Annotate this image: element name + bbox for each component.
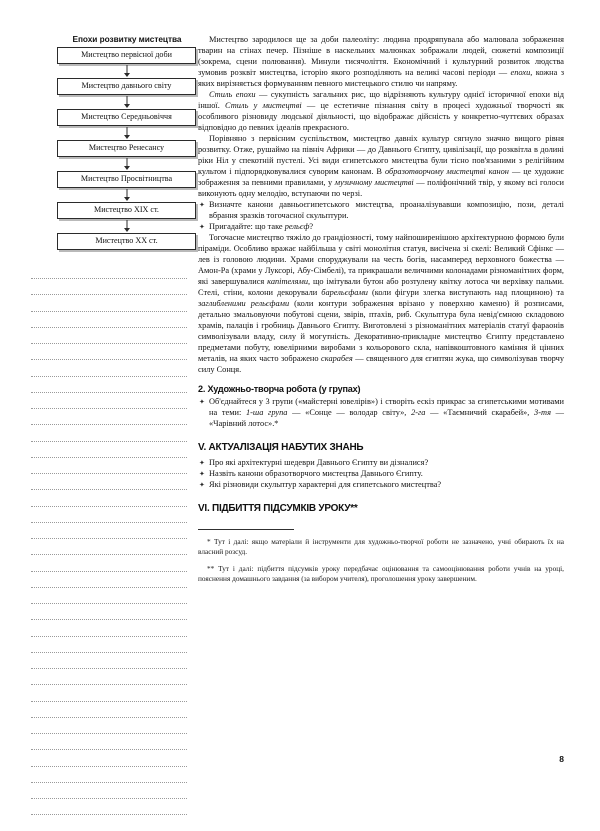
note-line (31, 782, 187, 784)
flowchart-title: Епохи розвитку мистецтва (72, 34, 182, 44)
note-line (31, 424, 187, 426)
note-line (31, 489, 187, 491)
note-line (31, 668, 187, 670)
bullet-marker-icon: ✦ (199, 458, 205, 467)
question-item (198, 457, 564, 468)
task-item (198, 221, 564, 232)
summary-heading: VI. ПІДБИТТЯ ПІДСУМКІВ УРОКУ** (198, 503, 358, 514)
note-line (31, 359, 187, 361)
note-line (31, 522, 187, 524)
bullet-marker-icon: ✦ (199, 480, 205, 489)
note-line (31, 294, 187, 296)
footnote: ** Тут і далі: підбиття підсумків уроку передбачає оцінювання та самооцінювання роботи учнів на уроці, пояснення домашнього завдання (за вибором учителя), проголошення уроку завершеним. (198, 564, 564, 583)
footnote-separator (198, 529, 294, 530)
flowchart-node (57, 109, 196, 126)
flowchart-node-label: Мистецтво Ренесансу (88, 143, 165, 153)
arrow-down-icon (57, 95, 196, 109)
note-line (31, 717, 187, 719)
note-line (31, 311, 187, 313)
note-line (31, 441, 187, 443)
paragraph: Тогочасне мистецтво тяжіло до грандіозності, тому найпоширенішою архітектурною формою були піраміди. Особливо вражає найбільша у світі монолітня статуя, висічена зі скелі: Великий Сфінкс — лев із головою людини. Храми споруджували на честь богів, насамперед верховного божества — Амон-Ра (храми у Луксорі, Абу-Сімбелі), та прикрашали величними колонадами різноманітних форм, які завершувалися капітелями, що імітували бутон або розтулену квітку лотоса чи верхівку пальми. Стелі, стіни, колони декорували барельєфами (коли фігури злегка виступають над площиною) та заглибленими рельєфами (коли контури зображення врізано у поверхню каменю) й розписами, детально змальовуючи побутові сцени, звірів, птахів, риб. Скульптура була невід'ємною складовою храмів, палаців і гробниць Давнього Єгипту. Виготовлені з різноманітних матеріалів статуї фараонів символізували владу, силу й могутність. Декоративно-прикладне мистецтво Єгипту представлено предметами побуту, ювелірними виробами з кольорового скла, напівкоштовного каміння й цінних металів, на яких часто зображено скарабея — священного для єгиптян жука, що символізував творчу силу Сонця. (198, 233, 565, 374)
note-line (31, 571, 187, 573)
note-line (31, 554, 187, 556)
paragraph: Мистецтво зародилося ще за доби палеоліту: людина продряпувала або малювала зображення тварин на стінах печер. Пізніше в наскельних малюнках зображали людей, сюжетні композиції (зокрема, сцени полювання). Минули тисячоліття. Економічний і культурний розвиток людства зумовив розквіт мистецтва, історію якого розподіляють на великі часові періоди — епохи, кожна з яких вирізняється формуванням певного мистецького стилю чи напряму. (198, 35, 564, 88)
note-line (31, 278, 187, 280)
bullet-marker-icon: ✦ (199, 222, 205, 231)
flowchart-node-label: Мистецтво Просвітництва (80, 174, 173, 184)
question-item (198, 479, 564, 490)
note-line (31, 376, 187, 378)
flowchart-node (57, 47, 196, 64)
note-lines-area (31, 278, 187, 831)
note-line (31, 538, 187, 540)
note-line (31, 343, 187, 345)
note-line (31, 392, 187, 394)
arrow-down-icon (57, 219, 196, 233)
note-line (31, 587, 187, 589)
paragraph: Порівняно з первісним суспільством, мистецтво давніх культур сягнуло значно вищого рівня розвитку. Отже, рушаймо на північ Африки — до Давнього Єгипту, цивілізації, що розквітла в долині ріки Ніл у спекотній пустелі. Усі види єгипетського мистецтва були тісно пов'язаними з релігійним культом і підпорядковувалися суворим канонам. В образотворчому мистецтві канон — це художнє зображення за певними правилами, у музичному мистецтві — поліфонічний твір, у якому всі голоси виконують одну мелодію, вступаючи по черзі. (198, 134, 565, 198)
note-line (31, 766, 187, 768)
flowchart-node (57, 78, 196, 95)
note-line (31, 457, 187, 459)
flowchart-node (57, 171, 196, 188)
left-margin-column (0, 0, 192, 800)
arrow-down-icon (57, 157, 196, 171)
question-item-text: Які різновиди скульптур характерні для єгипетського мистецтва? (209, 480, 442, 489)
note-line (31, 473, 187, 475)
intro-paragraphs (198, 34, 564, 199)
question-item-text: Назвіть канони образотворчого мистецтва Давнього Єгипту. (209, 469, 423, 478)
note-line (31, 506, 187, 508)
flowchart-node-label: Мистецтво первісної доби (81, 50, 172, 60)
flowchart-node (57, 233, 196, 250)
creative-task-item-text: Об'єднайтеся у 3 групи («майстерні ювелірів») і створіть ескіз прикрас за єгипетськими мотивами на теми: 1-ша група — «Сонце — володар світу», 2-га — «Таємничий скарабей», 3-тя — «Чарівний лотос».* (209, 397, 565, 428)
egypt-art-paragraphs (198, 232, 564, 375)
flowchart-node-label: Мистецтво XX ст. (95, 236, 158, 246)
paragraph: Стиль епохи — сукупність загальних рис, що відрізняють культуру однієї історичної епохи від іншої. Стиль у мистецтві — це естетичне пізнання світу в процесі художньої творчості як особливого різновиду людської діяльності, що відображає дійсність у конкретно-чуттєвих образах відповідно до певних ідеалів прекрасного. (198, 90, 564, 132)
note-line (31, 814, 187, 816)
note-line (31, 636, 187, 638)
note-line (31, 733, 187, 735)
arrow-down-icon (57, 188, 196, 202)
arrow-down-icon (57, 126, 196, 140)
note-line (31, 749, 187, 751)
arrow-down-icon (57, 64, 196, 78)
question-item (198, 468, 564, 479)
note-line (31, 408, 187, 410)
note-line (31, 603, 187, 605)
creative-task-list (198, 396, 564, 429)
actualisation-question-list (198, 457, 564, 490)
actualisation-heading: V. АКТУАЛІЗАЦІЯ НАБУТИХ ЗНАНЬ (198, 442, 364, 453)
note-line (31, 619, 187, 621)
flowchart-node (57, 140, 196, 157)
art-epochs-flowchart (57, 47, 196, 250)
flowchart-node-label: Мистецтво давнього світу (81, 81, 172, 91)
creative-work-heading: 2. Художньо-творча робота (у групах) (198, 384, 361, 394)
flowchart-node (57, 202, 196, 219)
footnote: * Тут і далі: якщо матеріали й інструменти для художньо-творчої роботи не зазначено, учні обирають їх на власний розсуд. (198, 537, 564, 556)
note-line (31, 327, 187, 329)
page-number: 8 (559, 754, 564, 764)
question-item-text: Про які архітектурні шедеври Давнього Єгипту ви дізналися? (209, 458, 429, 467)
flowchart-node-label: Мистецтво Середньовіччя (81, 112, 172, 122)
note-line (31, 652, 187, 654)
creative-task-item (198, 396, 564, 429)
task-item-text: Визначте канони давньоєгипетського мистецтва, проаналізувавши композицію, пози, деталі вбрання зразків тогочасної скульптури. (209, 200, 564, 220)
task-item (198, 199, 564, 221)
task-item-text: Пригадайте: що таке рельєф? (209, 222, 314, 231)
bullet-marker-icon: ✦ (199, 469, 205, 478)
bullet-marker-icon: ✦ (199, 397, 205, 406)
main-text-column (198, 34, 564, 584)
flowchart-node-label: Мистецтво XIX ст. (94, 205, 159, 215)
bullet-marker-icon: ✦ (199, 200, 205, 209)
note-line (31, 701, 187, 703)
footnotes-block (198, 537, 564, 584)
task-bullet-list (198, 199, 564, 232)
note-line (31, 684, 187, 686)
